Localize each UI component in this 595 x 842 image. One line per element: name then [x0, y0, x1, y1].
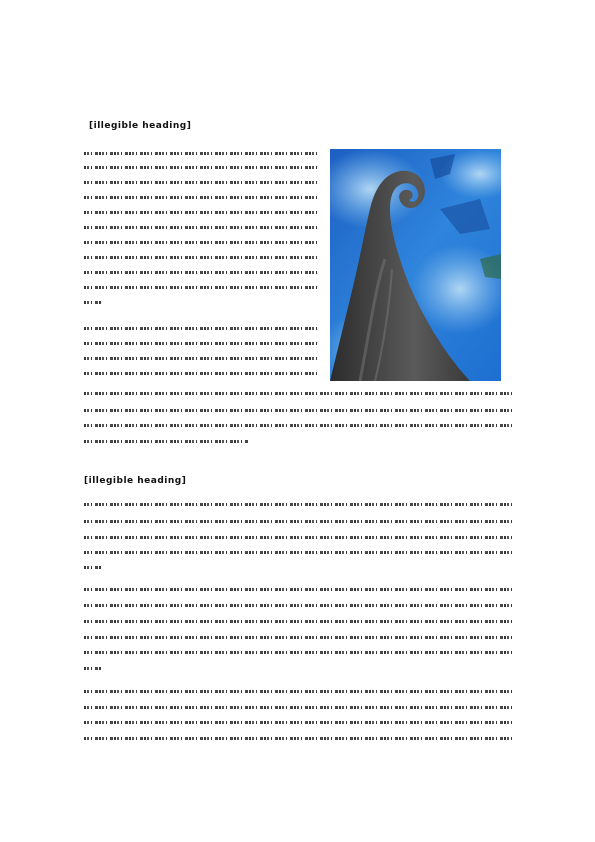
text-line [84, 211, 317, 214]
section-heading-1: [illegible heading] [89, 121, 192, 131]
text-line [84, 286, 317, 289]
text-line [84, 636, 512, 639]
text-line [84, 620, 512, 623]
text-line [84, 226, 317, 229]
text-line [84, 651, 512, 654]
text-line [84, 520, 512, 523]
text-line [84, 424, 512, 427]
photo-image [330, 149, 501, 381]
text-line [84, 357, 317, 360]
text-line [84, 566, 102, 569]
text-line [84, 392, 512, 395]
text-line [84, 327, 317, 330]
text-line [84, 372, 317, 375]
text-line [84, 737, 512, 740]
text-line [84, 706, 512, 709]
text-line [84, 196, 317, 199]
text-line [84, 667, 102, 670]
text-line [84, 440, 249, 443]
section-heading-2: [illegible heading] [84, 476, 187, 486]
text-line [84, 342, 317, 345]
text-line [84, 241, 317, 244]
text-line [84, 503, 512, 506]
text-line [84, 551, 512, 554]
text-line [84, 721, 512, 724]
text-line [84, 409, 512, 412]
text-line [84, 604, 512, 607]
text-line [84, 256, 317, 259]
text-line [84, 690, 512, 693]
text-line [84, 152, 317, 155]
text-line [84, 271, 317, 274]
text-line [84, 166, 317, 169]
text-line [84, 181, 317, 184]
text-line [84, 588, 512, 591]
spiral-prow-photo [330, 149, 501, 381]
text-line [84, 536, 512, 539]
text-line [84, 301, 102, 304]
